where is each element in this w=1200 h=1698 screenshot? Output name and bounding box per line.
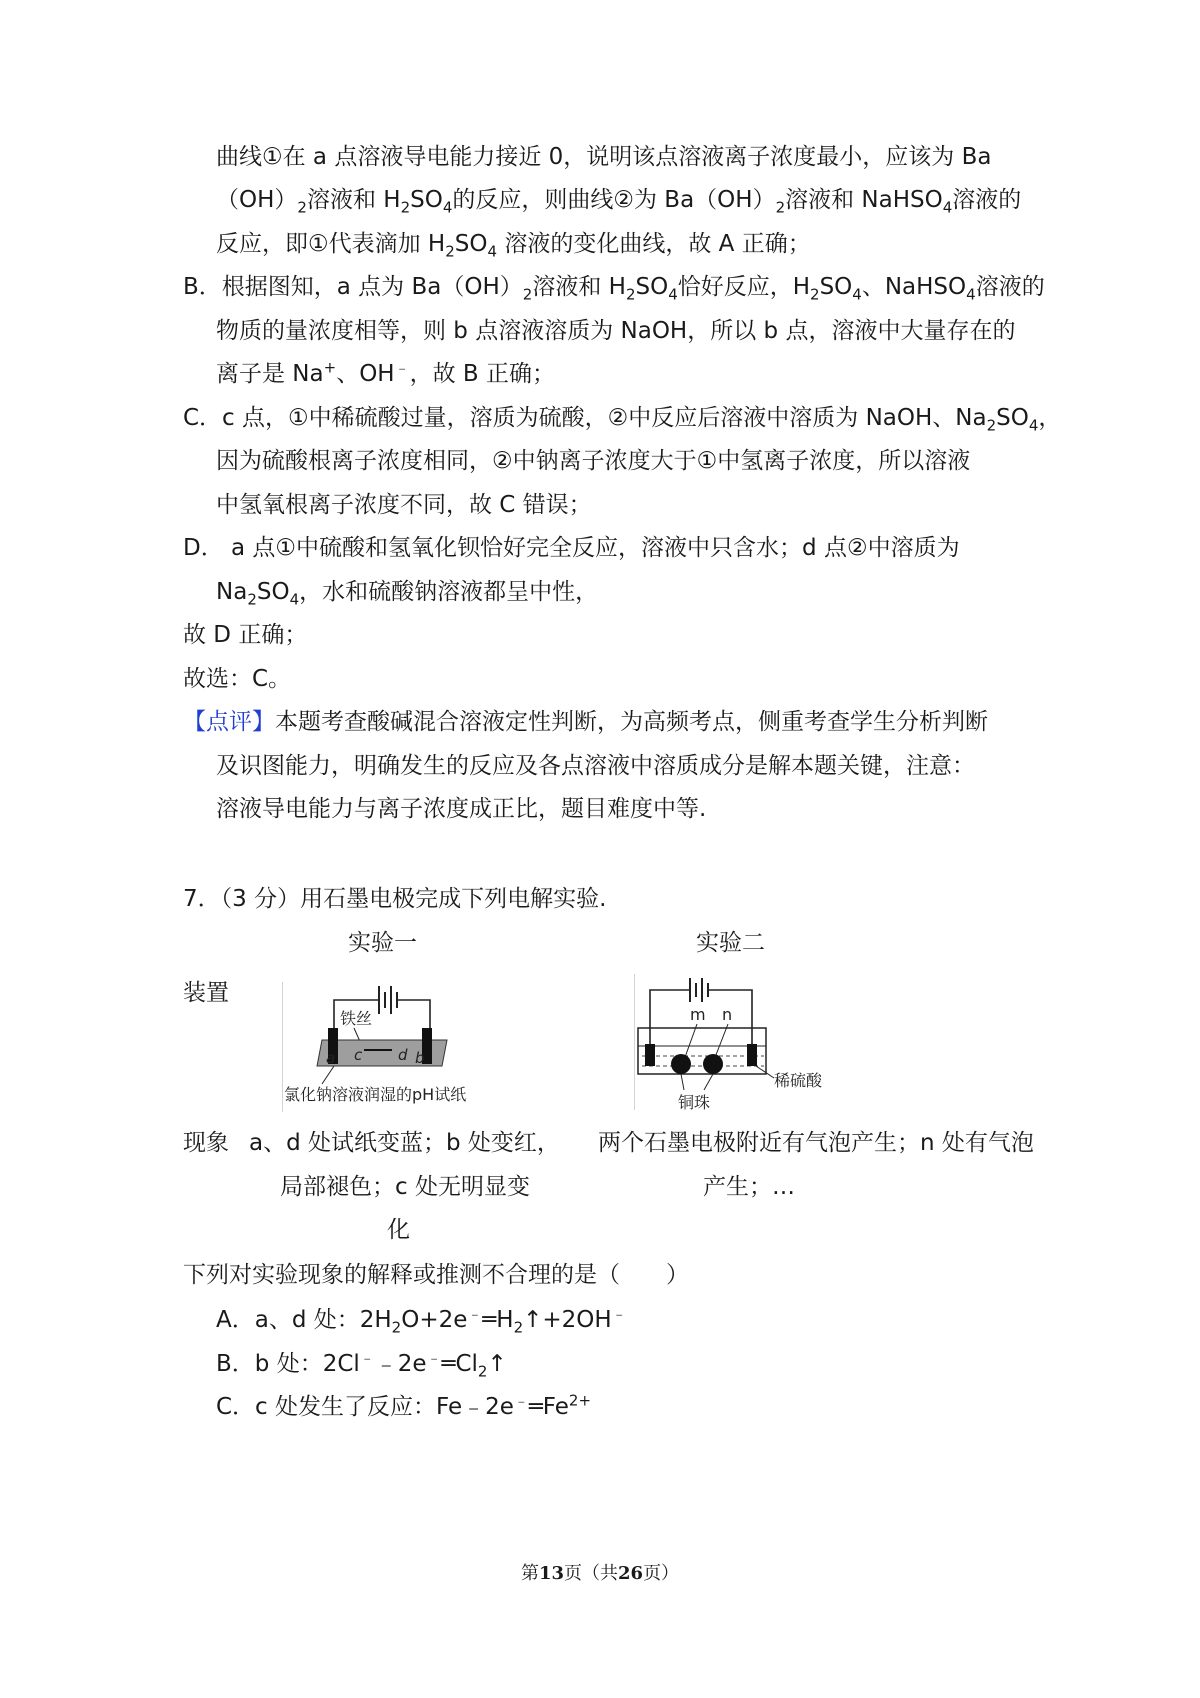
question-prompt: 下列对实验现象的解释或推测不合理的是（ ） [183,1262,689,1288]
option-a: A．a、d 处：$2H_2O+2e^﹣═H_2↑+2OH^﹣$ [216,1304,627,1337]
page-footer: 第13页（共26页） [520,1563,680,1584]
label-ph-paper: 氯化钠溶液润湿的pH试纸 [284,1085,467,1104]
analysis-line: C．c 点，①中稀硫酸过量，溶质为硫酸，②中反应后溶液中溶质为 NaOH、$Na_2SO_4$， [183,405,1062,435]
analysis-line: $(OH)_2$溶液和 $H_2SO_4$的反应，则曲线②为 $Ba(OH)_2$溶液和 NaHSO$_4$溶液的 [216,187,1022,217]
option-c: C．c 处发生了反应：$Fe﹣2e^﹣═Fe^{2+}$ [216,1391,592,1420]
question-stem: 7．（3 分）用石墨电极完成下列电解实验. [183,886,607,912]
exp2-phenomenon: 两个石墨电极附近有气泡产生；n 处有气泡 [598,1130,1034,1156]
experiment2-diagram [634,970,834,1115]
label-iron-wire: 铁丝 [340,1009,373,1028]
analysis-line: 故 D 正确； [183,622,308,648]
comment-tag: 【点评】 [183,709,275,735]
analysis-line: D． a 点①中硫酸和氢氧化钡恰好完全反应，溶液中只含水；d 点②中溶质为 [183,535,960,561]
answer-line: 故选：C。 [183,666,292,692]
experiment1-diagram [282,972,502,1112]
label-n: n [722,1005,733,1024]
analysis-line: 离子是 Na+、OH﹣，故 B 正确； [216,358,556,387]
option-b: B．b 处：$2Cl^﹣﹣2e^﹣═Cl_2↑$ [216,1348,507,1381]
label-dilute-sulfuric-acid: 稀硫酸 [774,1071,823,1090]
point-a: a [326,1049,336,1067]
col-header-exp2: 实验二 [696,930,765,956]
row-label-phenomenon: 现象 [183,1130,229,1156]
exp1-phenomenon: a、d 处试纸变蓝；b 处变红， [249,1130,560,1156]
exp1-phenomenon: 化 [387,1217,410,1243]
analysis-line: 反应，即①代表滴加 $H_2SO_4$ 溶液的变化曲线，故 A 正确； [216,231,811,261]
analysis-line: B．根据图知，a 点为 $Ba(OH)_2$溶液和 $H_2SO_4$恰好反应，$H_2SO_4$、NaHSO$_4$溶液的 [183,274,1045,304]
col-header-exp1: 实验一 [348,930,417,956]
comment-line: 溶液导电能力与离子浓度成正比，题目难度中等. [216,796,707,822]
comment-line: 及识图能力，明确发生的反应及各点溶液中溶质成分是解本题关键，注意： [216,753,975,779]
label-copper-bead: 铜珠 [678,1093,711,1112]
point-b: b [415,1049,425,1067]
label-m: m [690,1005,706,1024]
exp1-phenomenon: 局部褪色；c 处无明显变 [280,1174,530,1200]
analysis-line: 曲线①在 a 点溶液导电能力接近 0，说明该点溶液离子浓度最小，应该为 Ba [216,144,992,170]
comment-line: 【点评】本题考查酸碱混合溶液定性判断，为高频考点，侧重考查学生分析判断 [183,709,988,735]
analysis-line: $Na_2SO_4$，水和硫酸钠溶液都呈中性， [216,579,599,609]
analysis-line: 物质的量浓度相等，则 b 点溶液溶质为 NaOH，所以 b 点，溶液中大量存在的 [216,318,1016,344]
point-d: d [398,1046,408,1064]
analysis-line: 中氢氧根离子浓度不同，故 C 错误； [216,492,592,518]
row-label-device: 装置 [183,980,229,1006]
exp2-phenomenon: 产生；… [703,1174,795,1200]
point-c: c [354,1046,363,1064]
analysis-line: 因为硫酸根离子浓度相同，②中钠离子浓度大于①中氢离子浓度，所以溶液 [216,448,971,474]
